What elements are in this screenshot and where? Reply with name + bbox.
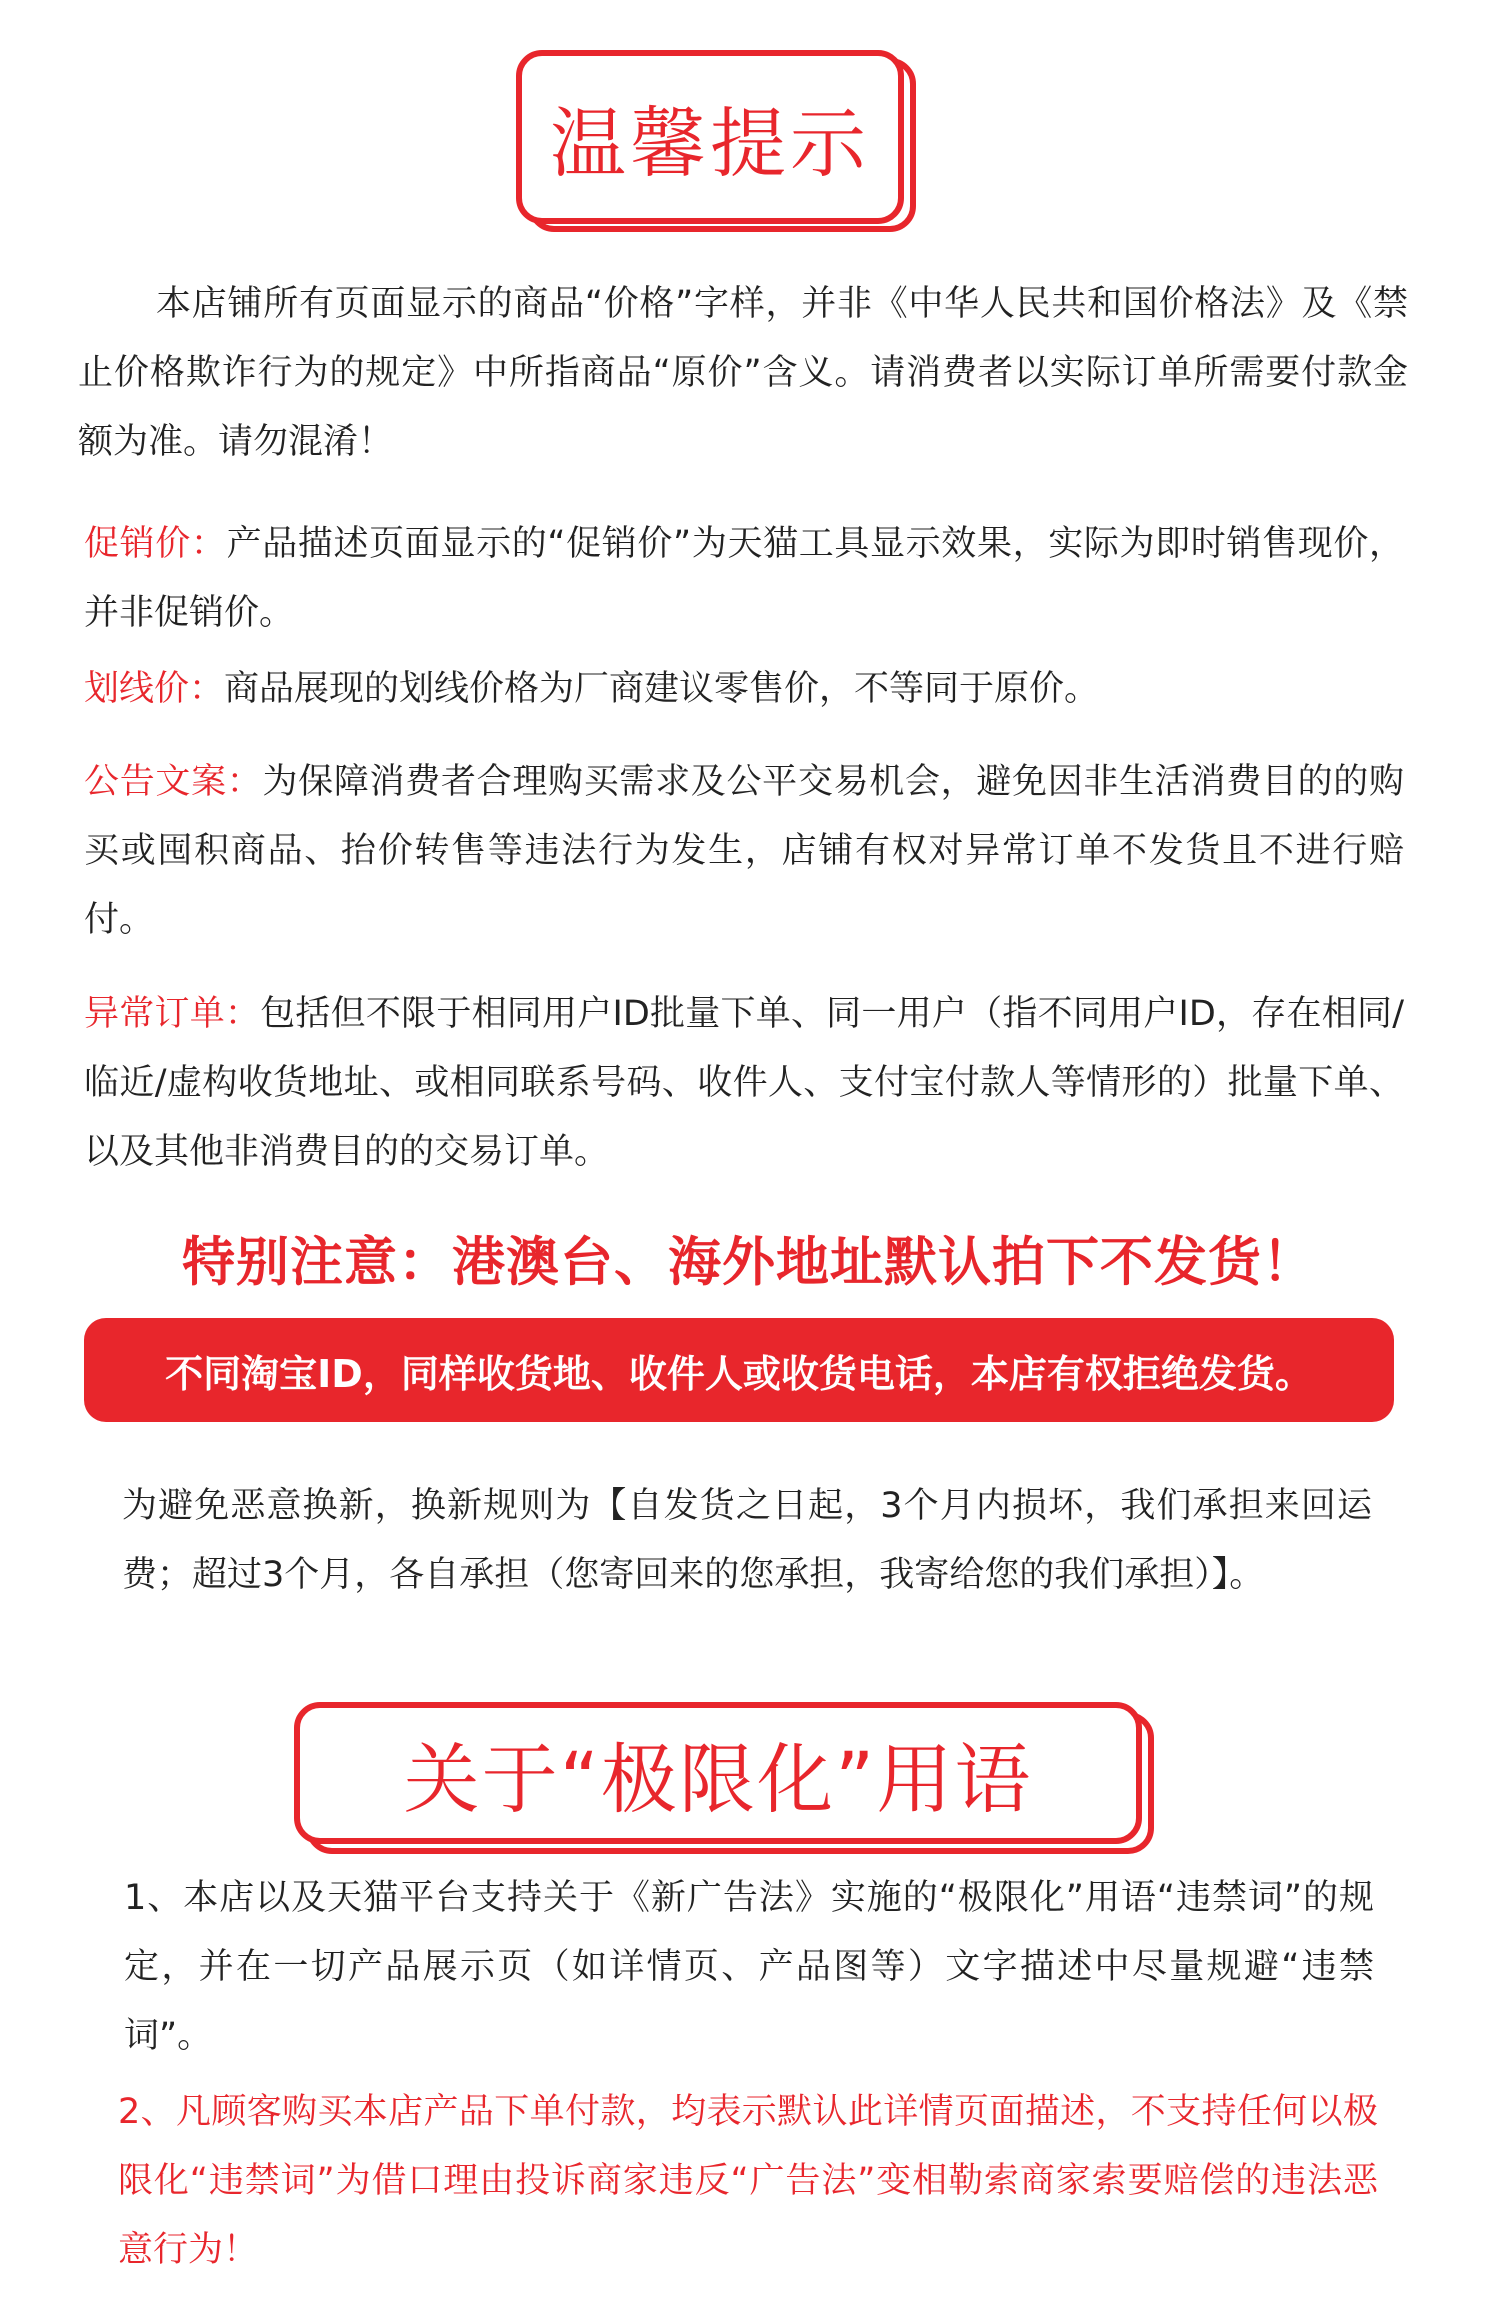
section-title-warm-tips: 温馨提示	[516, 50, 904, 224]
strike-price-label: 划线价：	[84, 669, 225, 709]
extreme-terms-rule-2: 2、凡顾客购买本店产品下单付款，均表示默认此详情页面描述，不支持任何以极限化“违禁词”为借口理由投诉商家违反“广告法”变相勒索商家索要赔偿的违法恶意行为！	[118, 2092, 1378, 2270]
announcement-note	[84, 748, 1404, 955]
strike-price-note	[84, 655, 1404, 724]
shipping-warning-heading: 特别注意：港澳台、海外地址默认拍下不发货！	[182, 1232, 1316, 1293]
extreme-terms-rule-1: 1、本店以及天猫平台支持关于《新广告法》实施的“极限化”用语“违禁词”的规定，并在一切产品展示页（如详情页、产品图等）文字描述中尽量规避“违禁词”。	[124, 1878, 1374, 2056]
exchange-rule-paragraph: 为避免恶意换新，换新规则为【自发货之日起，3个月内损坏，我们承担来回运费；超过3个月，各自承担（您寄回来的您承担，我寄给您的我们承担）】。	[122, 1486, 1372, 1595]
promo-price-note	[84, 510, 1404, 648]
strike-price-text: 商品展现的划线价格为厂商建议零售价，不等同于原价。	[224, 669, 1100, 709]
abnormal-order-label: 异常订单：	[84, 994, 261, 1034]
promo-price-text: 产品描述页面显示的“促销价”为天猫工具显示效果，实际为即时销售现价，并非促销价。	[84, 524, 1404, 633]
announcement-label: 公告文案：	[84, 762, 263, 802]
announcement-text: 为保障消费者合理购买需求及公平交易机会，避免因非生活消费目的的购买或囤积商品、抬价转售等违法行为发生，店铺有权对异常订单不发货且不进行赔付。	[84, 762, 1404, 940]
promo-price-label: 促销价：	[84, 524, 227, 564]
price-disclaimer-paragraph: 本店铺所有页面显示的商品“价格”字样，并非《中华人民共和国价格法》及《禁止价格欺诈行为的规定》中所指商品“原价”含义。请消费者以实际订单所需要付款金额为准。请勿混淆！	[78, 284, 1408, 462]
section-title-extreme-terms: 关于“极限化”用语	[294, 1702, 1142, 1844]
abnormal-order-text: 包括但不限于相同用户ID批量下单、同一用户（指不同用户ID，存在相同/临近/虚构收货地址、或相同联系号码、收件人、支付宝付款人等情形的）批量下单、以及其他非消费目的的交易订单。	[84, 994, 1404, 1172]
refuse-shipment-banner: 不同淘宝ID，同样收货地、收件人或收货电话，本店有权拒绝发货。	[84, 1318, 1394, 1422]
abnormal-order-note	[84, 980, 1404, 1187]
